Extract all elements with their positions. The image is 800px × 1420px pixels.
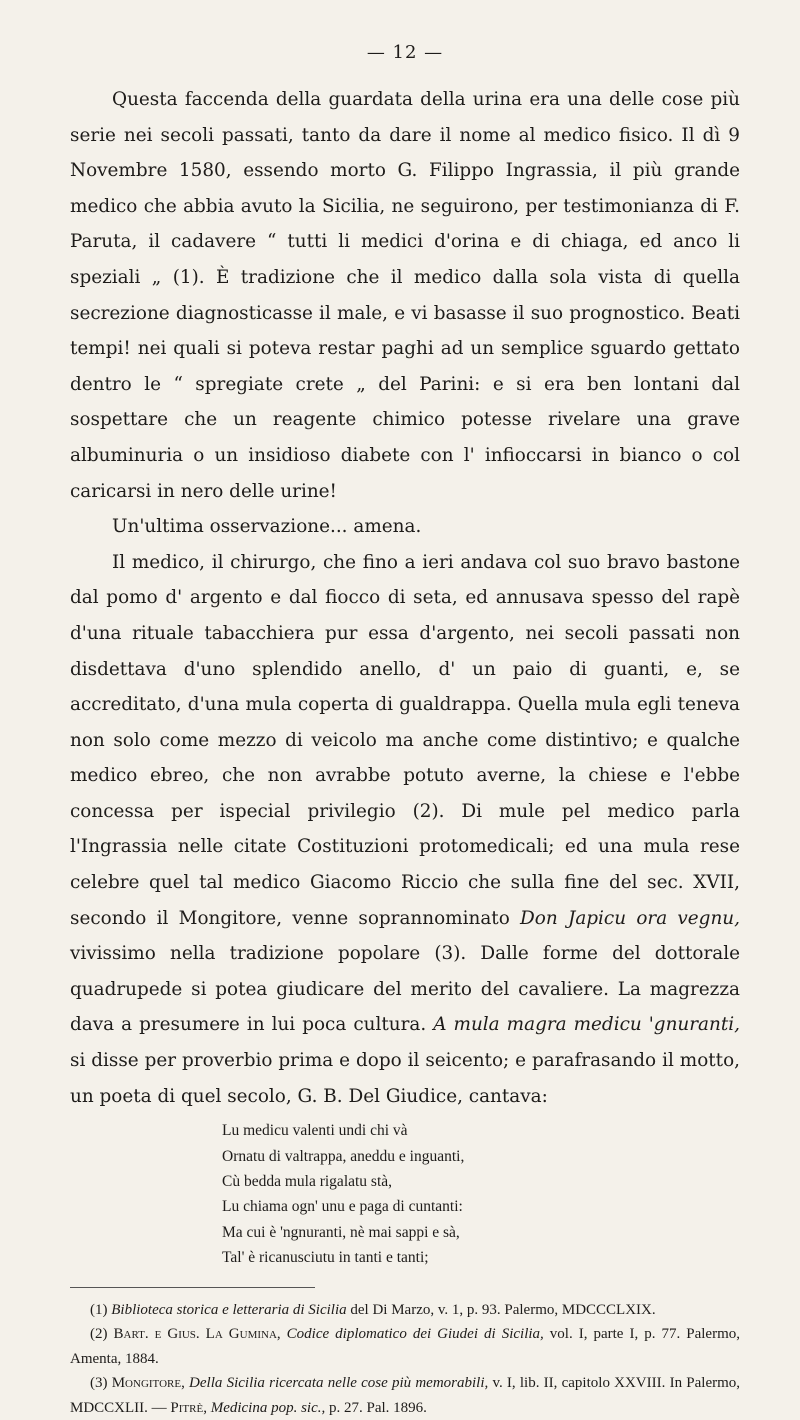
footnotes bbox=[70, 1298, 740, 1420]
footnote-2 bbox=[70, 1322, 740, 1371]
verse-line: Tal' è ricanusciutu in tanti e tanti; bbox=[222, 1249, 429, 1267]
footnote-text: del Di Marzo, v. 1, p. 93. Palermo, MDCCCLXIX. bbox=[346, 1301, 656, 1318]
verse-line: Cù bedda mula rigalatu stà, bbox=[222, 1173, 393, 1191]
proverb-quote: A mula magra medicu 'gnuranti, bbox=[433, 1014, 740, 1036]
footnote-divider bbox=[70, 1287, 315, 1288]
verse-line: Lu chiama ogn' unu e paga di cuntanti: bbox=[222, 1198, 463, 1216]
footnote-author: Mongitore, bbox=[111, 1375, 185, 1392]
footnote-title-2: Medicina pop. sic., bbox=[210, 1399, 326, 1416]
main-text bbox=[70, 82, 740, 1114]
verse-line: Ornatu di valtrappa, aneddu e inguanti, bbox=[222, 1147, 465, 1165]
footnote-mark: (3) bbox=[90, 1375, 108, 1392]
paragraph-1: Questa faccenda della guardata della urina era una delle cose più serie nei secoli passati, tanto da dare il nome al medico fisico. Il dì 9 Novembre 1580, essendo morto G. Filippo Ingrassia, il più grande medico che abbia avuto la Sicilia, ne seguirono, per testimonianza di F. Paruta, il cadavere “ tutti li medici d'orina e di chiaga, ed anco li speziali „ (1). È tradizione che il medico dalla sola vista di quella secrezione diagnosticasse il male, e vi basasse il suo prognostico. Beati tempi! nei quali si poteva restar paghi ad un semplice sguardo gettato dentro le “ spregiate crete „ del Parini: e si era ben lontani dal sospettare che un reagente chimico potesse rivelare una grave albuminuria o un insidioso diabete con l' infioccarsi in bianco o col caricarsi in nero delle urine! bbox=[70, 89, 740, 502]
footnote-title: Della Sicilia ricercata nelle cose più memorabili, bbox=[189, 1375, 489, 1392]
nickname-title: Don Japicu ora vegnu, bbox=[520, 907, 740, 929]
footnote-mark: (2) bbox=[90, 1326, 108, 1343]
footnote-authors: Bart. e Gius. La Gumina, bbox=[113, 1326, 281, 1343]
footnote-mark: (1) bbox=[90, 1301, 108, 1318]
verse-quotation bbox=[222, 1118, 740, 1270]
footnote-text: vol. I, parte I, p. 77. Palermo, Amenta, 1884. bbox=[70, 1326, 740, 1367]
footnote-1 bbox=[70, 1298, 740, 1323]
paragraph-3 bbox=[70, 545, 740, 1115]
footnote-text-end: p. 27. Pal. 1896. bbox=[325, 1399, 427, 1416]
paragraph-3-part-3: si disse per proverbio prima e dopo il seicento; e parafrasando il motto, un poeta di quel secolo, G. B. Del Giudice, cantava: bbox=[70, 1050, 740, 1107]
paragraph-3-part-1: Il medico, il chirurgo, che fino a ieri andava col suo bravo bastone dal pomo d' argento e dal fiocco di seta, ed annusava spesso del rapè d'una rituale tabacchiera pur essa d'argento, nei secoli passati non disdettava d'uno splendido anello, d' un paio di guanti, e, se accreditato, d'una mula coperta di gualdrappa. Quella mula egli teneva non solo come mezzo di veicolo ma anche come distintivo; e qualche medico ebreo, che non avrabbe potuto averne, la chiese e l'ebbe concessa per ispecial privilegio (2). Di mule pel medico parla l'Ingrassia nelle citate Costituzioni protomedicali; ed una mula rese celebre quel tal medico Giacomo Riccio che sulla fine del sec. XVII, secondo il Mongitore, venne soprannominato bbox=[70, 551, 740, 929]
verse-line: Ma cui è 'ngnuranti, nè mai sappi e sà, bbox=[222, 1223, 460, 1241]
footnote-title: Biblioteca storica e letteraria di Sicilia bbox=[111, 1301, 347, 1318]
footnote-author-2: Pitrè, bbox=[170, 1399, 207, 1416]
footnote-3 bbox=[70, 1371, 740, 1420]
verse-line: Lu medicu valenti undi chi và bbox=[222, 1122, 408, 1140]
footnote-text: v. I, lib. II, capitolo XXVIII. In Palermo, MDCCXLII. — bbox=[70, 1375, 741, 1416]
footnote-title: Codice diplomatico dei Giudei di Sicilia, bbox=[286, 1326, 544, 1343]
paragraph-3-part-2: vivissimo nella tradizione popolare (3). Dalle forme del dottorale quadrupede si potea giudicare del merito del cavaliere. La magrezza dava a presumere in lui poca cultura. bbox=[70, 943, 740, 1036]
page-number: — 12 — bbox=[366, 42, 444, 63]
paragraph-2: Un'ultima osservazione... amena. bbox=[112, 516, 422, 538]
